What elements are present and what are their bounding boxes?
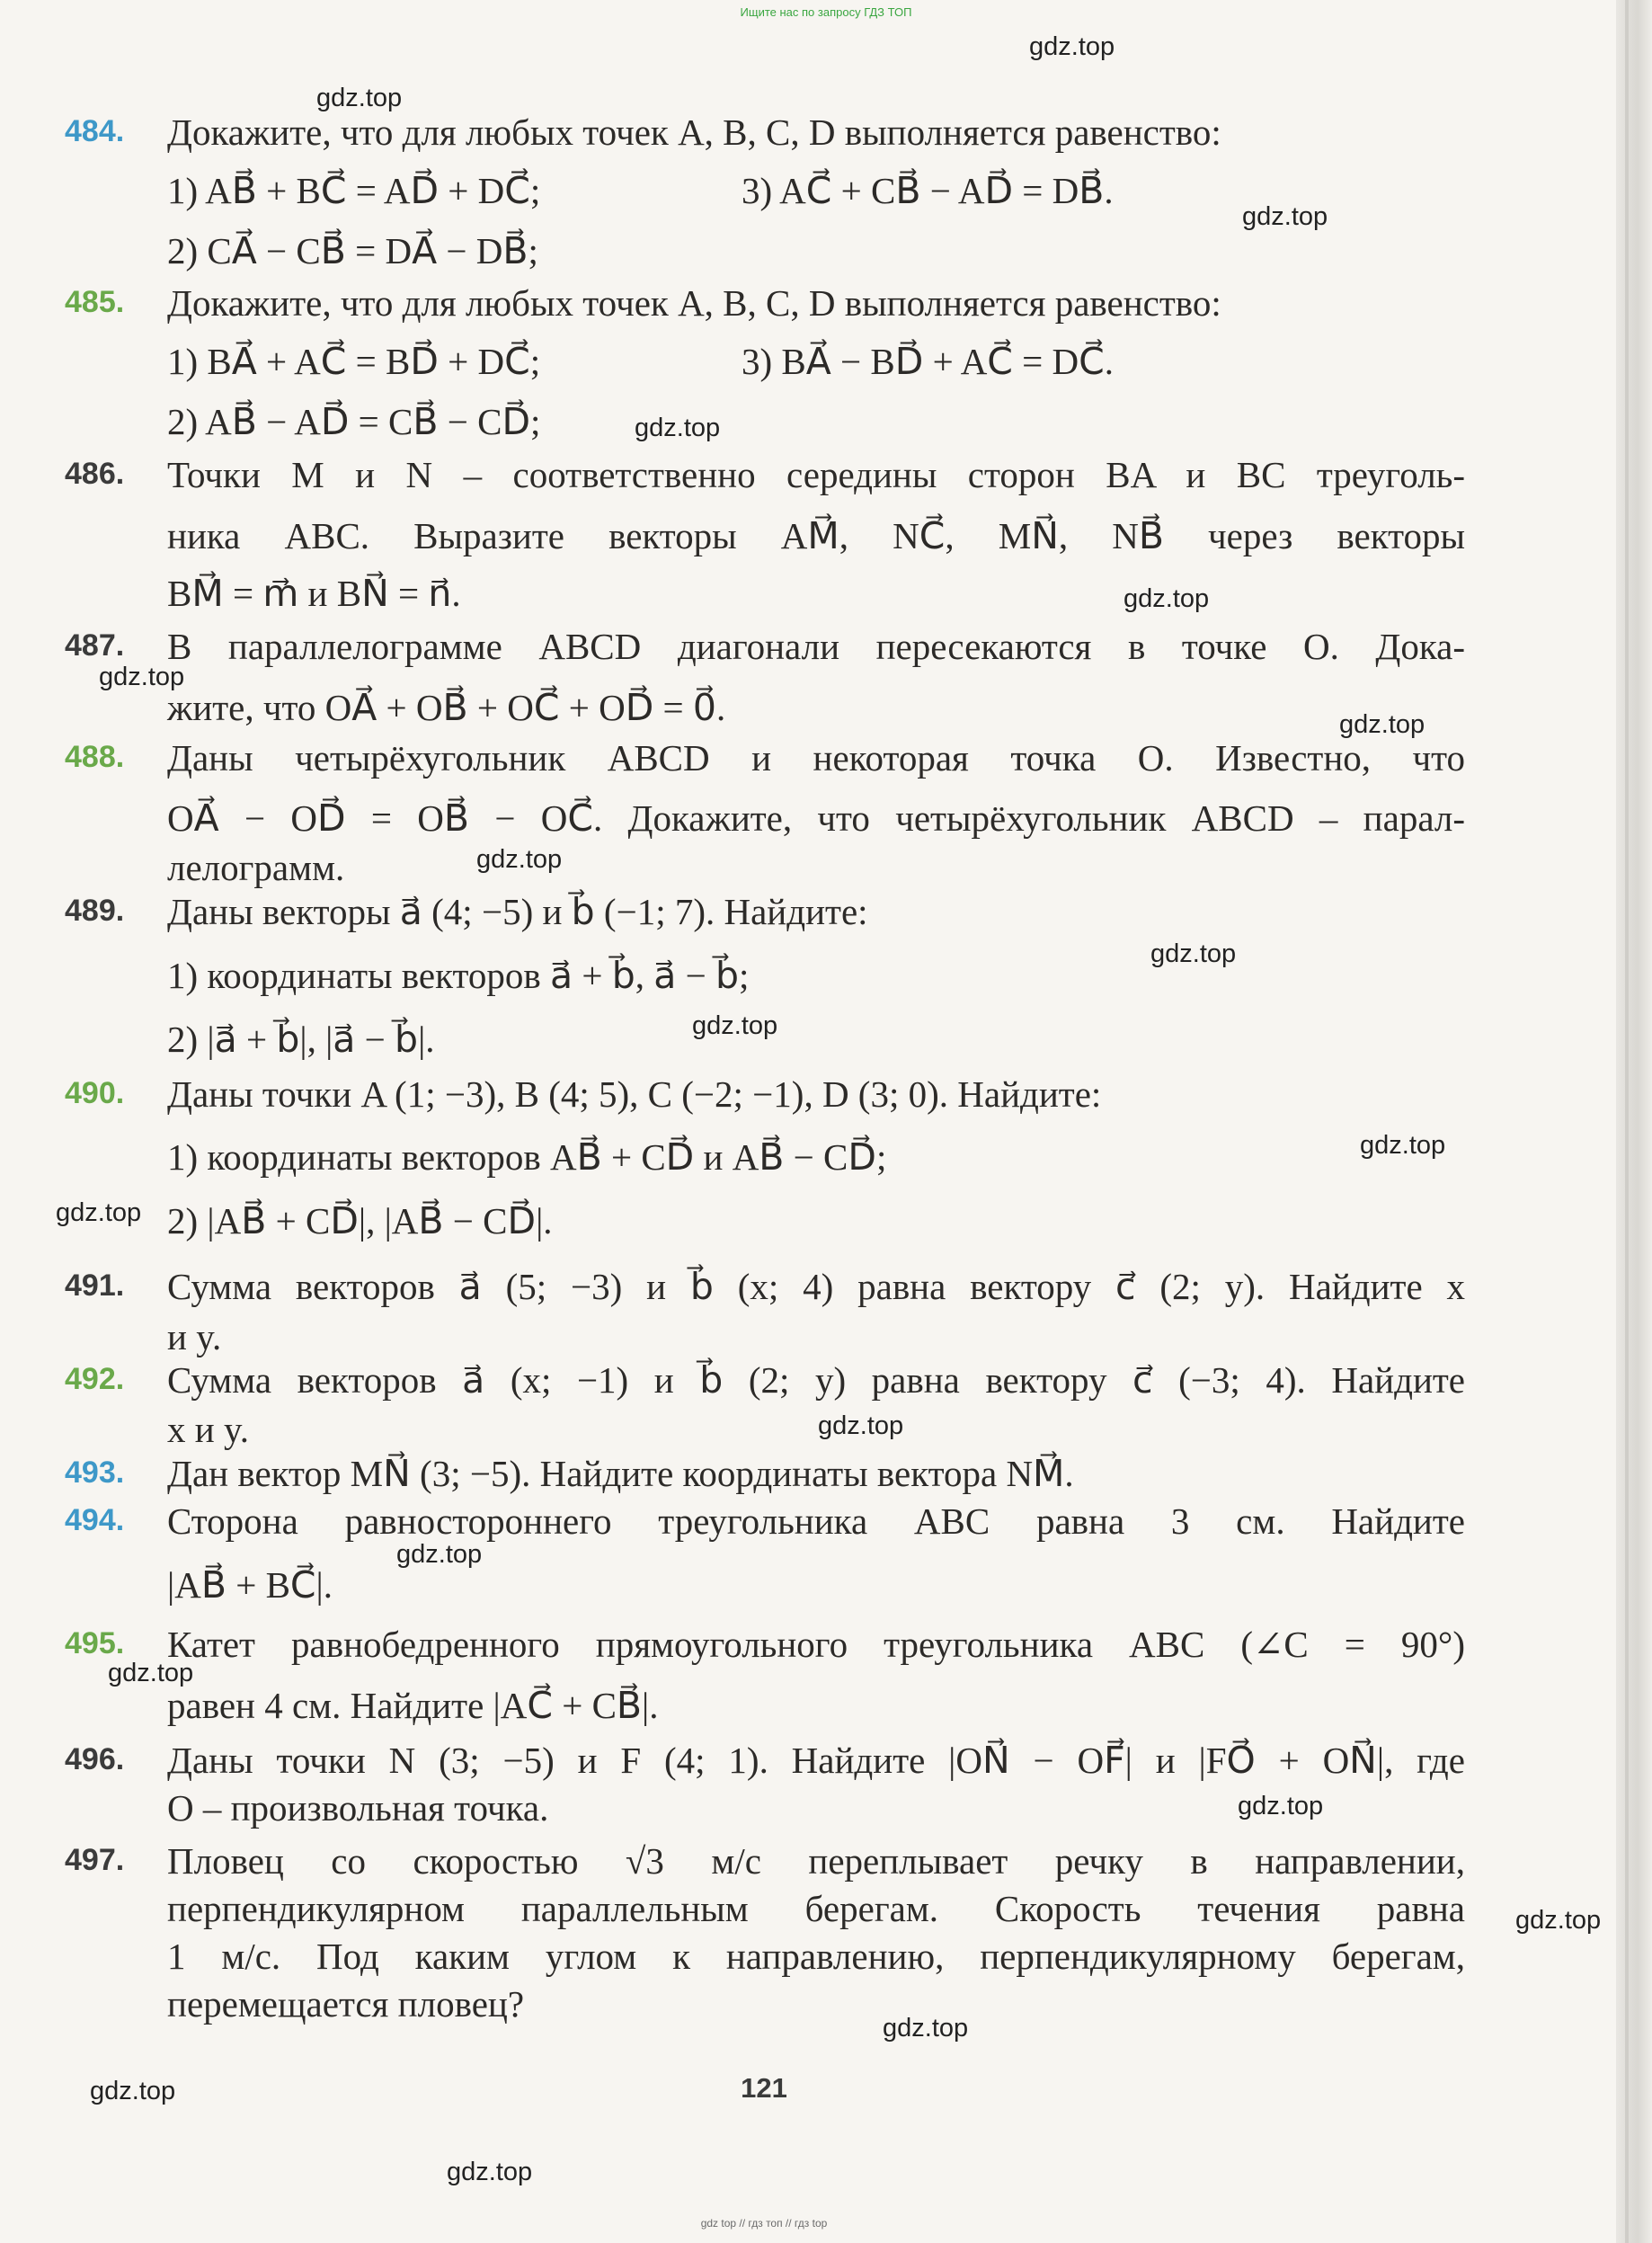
watermark: gdz.top (476, 845, 563, 874)
problem-text: Сумма векторов a⃗ (x; −1) и b⃗ (2; y) равна вектору c⃗ (−3; 4). Найдите (167, 1359, 1465, 1401)
problem-number: 493. (65, 1455, 125, 1490)
problem-text: 1) BA⃗ + AC⃗ = BD⃗ + DC⃗; (167, 341, 541, 382)
problem-text: O – произвольная точка. (167, 1787, 549, 1829)
problem-text: Докажите, что для любых точек A, B, C, D выполняется равенство: (167, 111, 1221, 153)
watermark: gdz.top (316, 84, 403, 112)
problem-text: Дан вектор MN⃗ (3; −5). Найдите координаты вектора NM⃗. (167, 1453, 1074, 1494)
problem-text: Катет равнобедренного прямоугольного треугольника ABC (∠C = 90°) (167, 1624, 1465, 1665)
problem-number: 489. (65, 894, 125, 928)
problem-text: Сторона равностороннего треугольника ABC равна 3 см. Найдите (167, 1500, 1465, 1542)
watermark: gdz.top (56, 1198, 142, 1227)
watermark: gdz.top (396, 1540, 483, 1569)
problem-text: перпендикулярном параллельным берегам. Скорость течения равна (167, 1888, 1465, 1929)
problem-number: 497. (65, 1843, 125, 1877)
problem-text: Даны точки N (3; −5) и F (4; 1). Найдите |ON⃗ − OF⃗| и |FO⃗ + ON⃗|, где (167, 1740, 1465, 1781)
problem-text: Даны точки A (1; −3), B (4; 5), C (−2; −1), D (3; 0). Найдите: (167, 1073, 1102, 1115)
watermark: gdz.top (1360, 1131, 1446, 1160)
problem-text: x и y. (167, 1409, 250, 1450)
problem-text: 2) |AB⃗ + CD⃗|, |AB⃗ − CD⃗|. (167, 1200, 553, 1242)
watermark: gdz.top (1150, 939, 1237, 968)
page-number: 121 (741, 2072, 787, 2104)
problem-text: и y. (167, 1316, 222, 1357)
page-edge (1616, 0, 1652, 2243)
problem-number: 496. (65, 1742, 125, 1776)
watermark: gdz.top (635, 414, 721, 442)
watermark: gdz.top (1029, 32, 1115, 61)
problem-text: Пловец со скоростью √3 м/с переплывает речку в направлении, (167, 1840, 1465, 1882)
problem-text: 3) BA⃗ − BD⃗ + AC⃗ = DC⃗. (742, 341, 1115, 382)
watermark: gdz.top (99, 663, 185, 691)
problem-number: 492. (65, 1362, 125, 1396)
site-banner[interactable]: Ищите нас по запросу ГДЗ ТОП (740, 5, 912, 19)
watermark: gdz.top (1124, 584, 1210, 613)
problem-text: Даны векторы a⃗ (4; −5) и b⃗ (−1; 7). Найдите: (167, 891, 868, 932)
watermark: gdz.top (1238, 1792, 1324, 1820)
problem-number: 494. (65, 1503, 125, 1537)
problem-text: BM⃗ = m⃗ и BN⃗ = n⃗. (167, 573, 461, 614)
problem-number: 486. (65, 457, 125, 491)
problem-text: В параллелограмме ABCD диагонали пересекаются в точке O. Дока- (167, 626, 1465, 667)
problem-text: Сумма векторов a⃗ (5; −3) и b⃗ (x; 4) равна вектору c⃗ (2; y). Найдите x (167, 1266, 1465, 1307)
problem-text: 3) AC⃗ + CB⃗ − AD⃗ = DB⃗. (742, 170, 1114, 211)
problem-number: 487. (65, 628, 125, 663)
problem-text: ника ABC. Выразите векторы AM⃗, NC⃗, MN⃗, NB⃗ через векторы (167, 515, 1465, 556)
watermark: gdz.top (1242, 202, 1328, 231)
watermark: gdz.top (1515, 1906, 1602, 1935)
problem-text: лелограмм. (167, 847, 345, 888)
problem-text: перемещается пловец? (167, 1983, 525, 2025)
problem-text: 2) CA⃗ − CB⃗ = DA⃗ − DB⃗; (167, 230, 538, 271)
problem-text: 2) AB⃗ − AD⃗ = CB⃗ − CD⃗; (167, 401, 541, 442)
problem-number: 485. (65, 285, 125, 319)
watermark: gdz.top (90, 2077, 176, 2105)
problem-number: 490. (65, 1076, 125, 1110)
page-edge-line (1625, 0, 1629, 2243)
problem-number: 484. (65, 114, 125, 148)
problem-text: 1) координаты векторов a⃗ + b⃗, a⃗ − b⃗; (167, 955, 750, 996)
problem-number: 491. (65, 1268, 125, 1303)
site-footer[interactable]: gdz top // гдз топ // гдз top (700, 2217, 828, 2230)
problem-text: 1) координаты векторов AB⃗ + CD⃗ и AB⃗ − CD⃗; (167, 1136, 887, 1178)
watermark: gdz.top (692, 1011, 778, 1040)
problem-text: OA⃗ − OD⃗ = OB⃗ − OC⃗. Докажите, что четырёхугольник ABCD – парал- (167, 797, 1465, 839)
problem-text: Точки M и N – соответственно середины сторон BA и BC треуголь- (167, 454, 1465, 495)
problem-number: 495. (65, 1626, 125, 1660)
watermark: gdz.top (108, 1659, 194, 1687)
problem-text: Докажите, что для любых точек A, B, C, D выполняется равенство: (167, 282, 1221, 324)
watermark: gdz.top (818, 1411, 904, 1440)
problem-text: 2) |a⃗ + b⃗|, |a⃗ − b⃗|. (167, 1019, 435, 1060)
problem-text: 1 м/с. Под каким углом к направлению, перпендикулярному берегам, (167, 1936, 1465, 1977)
watermark: gdz.top (883, 2014, 969, 2043)
problem-text: равен 4 см. Найдите |AC⃗ + CB⃗|. (167, 1685, 659, 1726)
problem-text: жите, что OA⃗ + OB⃗ + OC⃗ + OD⃗ = 0⃗. (167, 687, 726, 728)
problem-text: 1) AB⃗ + BC⃗ = AD⃗ + DC⃗; (167, 170, 541, 211)
problem-text: Даны четырёхугольник ABCD и некоторая точка O. Известно, что (167, 737, 1465, 779)
problem-text: |AB⃗ + BC⃗|. (167, 1564, 333, 1606)
watermark: gdz.top (1339, 710, 1426, 739)
problem-number: 488. (65, 740, 125, 774)
watermark: gdz.top (447, 2158, 533, 2186)
